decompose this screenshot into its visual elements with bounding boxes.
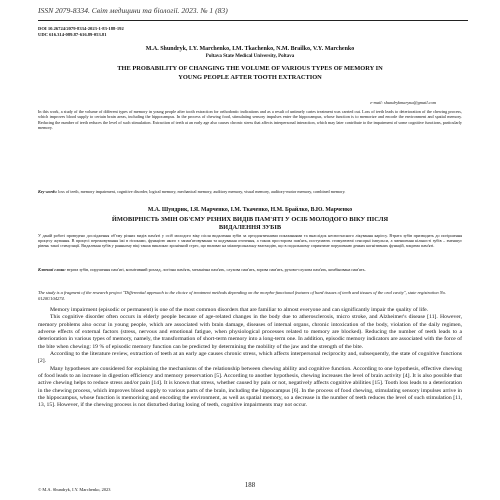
abstract-en: In this work, a study of the volume of different types of memory in young people after tooth extraction for orthodontic indications and as a result of untimely caries treatment was carried out. Loss of teeth leads to deterioration of the chewing process, which improves blood supply to certain brain areas, including the hippocampus. In the process of chewing food, stimulating sensory impulses enter the hippocampus, whose function is to memorize and encode the environment and spatial memory. Reducing the number of teeth reduces the level of such stimulation. Extraction of teeth at an early age also causes chronic stress that affects interpersonal interaction, which may later contribute to the impairment of some cognitive functions, particularly memory.	[38, 109, 462, 130]
authors-uk: М.А. Шундрик, І.Я. Марченко, І.М. Ткаченко, Н.М. Брайлко, В.Ю. Марченко	[147, 207, 353, 213]
keywords-uk-list: втрата зубів, порушення пам'яті, когнітивний розлад, логічна пам'ять, механічна пам'ять, слухова пам'ять, зорова пам'ять, рухово-слухова пам'ять, комбінована пам'ять.	[66, 267, 366, 272]
authors-en: M.A. Shundryk, I.Y. Marchenko, I.M. Tkachenko, N.M. Brailko, V.Y. Marchenko	[145, 46, 355, 52]
copyright-notice: © M.A. Shundryk, I.Y. Marchenko, 2023	[38, 487, 111, 492]
article-body	[38, 307, 462, 410]
body-paragraph: Many hypotheses are considered for explaining the mechanisms of the relationship between chewing ability and cognitive function. According to one hypothesis, effective chewing of food leads to an increase in digestion efficiency and memory preservation [5]. According to another hypothesis, chewing increases the level of brain activity [4]. It is also possible that active chewing helps to reduce stress and/or pain [14]. It is known that stress, whether caused by pain or not, negatively affects cognitive abilities [15]. Tooth loss leads to a deterioration in the chewing process, which improves blood supply to various parts of the brain, including the hippocampus [6]. In the process of food chewing, stimulating sensory impulses arrive in the hippocampus, whose function is memorising and encoding the environment, as well as spatial memory, so a decrease in the number of teeth reduces the level of such stimulation [11, 13, 15]. However, if the chewing process is not disturbed during losing of teeth, cognitive impairments may not occur.	[38, 365, 462, 409]
keywords-label: Key words:	[38, 189, 58, 194]
article-title-uk: ЙМОВІРНІСТЬ ЗМІН ОБ'ЄМУ РІЗНИХ ВИДІВ ПАМ'ЯТІ У ОСІБ МОЛОДОГО ВІКУ ПІСЛЯ ВИДАЛЕННЯ ЗУБІВ	[111, 216, 389, 232]
body-paragraph: This cognitive disorder often occurs in elderly people because of age-related changes in the body due to atherosclerosis, micro stroke, and Alzheimer's disease [11]. However, memory problems also occur in young people, which are associated with brain damage, diseases of internal organs, chronic intoxication of the body, violation of the daily regimen, adverse effects of external factors (stress, nervous and emotional fatigue, when physiological processes related to memory are blocked). Reducing the number of teeth leads to a deterioration in various types of memory, namely, the transformation of short-term memory into a long-term one. In addition, episodic memory indicators are associated with the force of the bite when chewing: 19 % of episodic memory function can be predicted by determining the mobility of the jaw and the strength of the bite.	[38, 314, 462, 350]
abstract-uk: У даній роботі проведено дослідження об'єму різних видів пам'яті у осіб молодого віку після видалення зубів за ортодонтичними показаннями та внаслідок несвоєчасного лікування карієсу. Втрата зубів призводить до погіршення процесу жування. В процесі пережовування їжі в гіпокамп, функцією якого є запам'ятовування та кодування оточення, а також просторова пам'ять, поступають стимулюючі сенсорні імпульси, а зменшення кількості зубів – зменшує рівень такої стимуляції. Видалення зубів у ранньому віці також викликає хронічний стрес, що впливає на міжперсональну взаємодію, що в подальшому сприятиме порушенню деяких когнітивних функцій, зокрема пам'яті.	[38, 233, 462, 249]
research-project-note: The study is a fragment of the research project "Differential approach to the choice of treatment methods depending on the morpho-functional features of hard tissues of teeth and tissues of the oral cavity", state registration No. 0120U104274.	[38, 290, 447, 301]
udc-code: UDC 616.314-089.87-616.89-053.81	[38, 32, 107, 38]
keywords-en	[38, 189, 462, 194]
article-identifiers	[38, 26, 124, 39]
journal-issn-line: ISSN 2079-8334. Світ медицини та біології. 2023. № 1 (83)	[38, 6, 228, 15]
affiliation: Poltava State Medical University, Poltava	[205, 54, 295, 59]
body-paragraph: Memory impairment (episodic or permanent) is one of the most common disorders that are familiar to almost everyone and can significantly impair the quality of life.	[50, 307, 429, 313]
page-number: 188	[244, 482, 256, 489]
keywords-list: loss of teeth, memory impairment, cognitive disorder, logical memory, mechanical memory, auditory memory, visual memory, auditory-motor memory, combined memory.	[58, 189, 346, 194]
keywords-uk-label: Ключові слова:	[38, 267, 66, 272]
corresponding-email[interactable]: e-mail: shundrykmaryna@gmail.com	[370, 100, 436, 105]
article-title-en: THE PROBABILITY OF CHANGING THE VOLUME OF VARIOUS TYPES OF MEMORY IN YOUNG PEOPLE AFTER TOOTH EXTRACTION	[117, 65, 383, 81]
keywords-uk	[38, 267, 462, 272]
body-paragraph: According to the literature review, extraction of teeth at an early age causes chronic stress, which affects interpersonal reciprocity and, subsequently, the state of cognitive functions [2].	[38, 351, 462, 365]
running-header	[38, 5, 468, 21]
page-footer	[38, 484, 462, 494]
doi[interactable]: DOI 10.26724/2079-8334-2023-1-83-188-192	[38, 26, 124, 31]
